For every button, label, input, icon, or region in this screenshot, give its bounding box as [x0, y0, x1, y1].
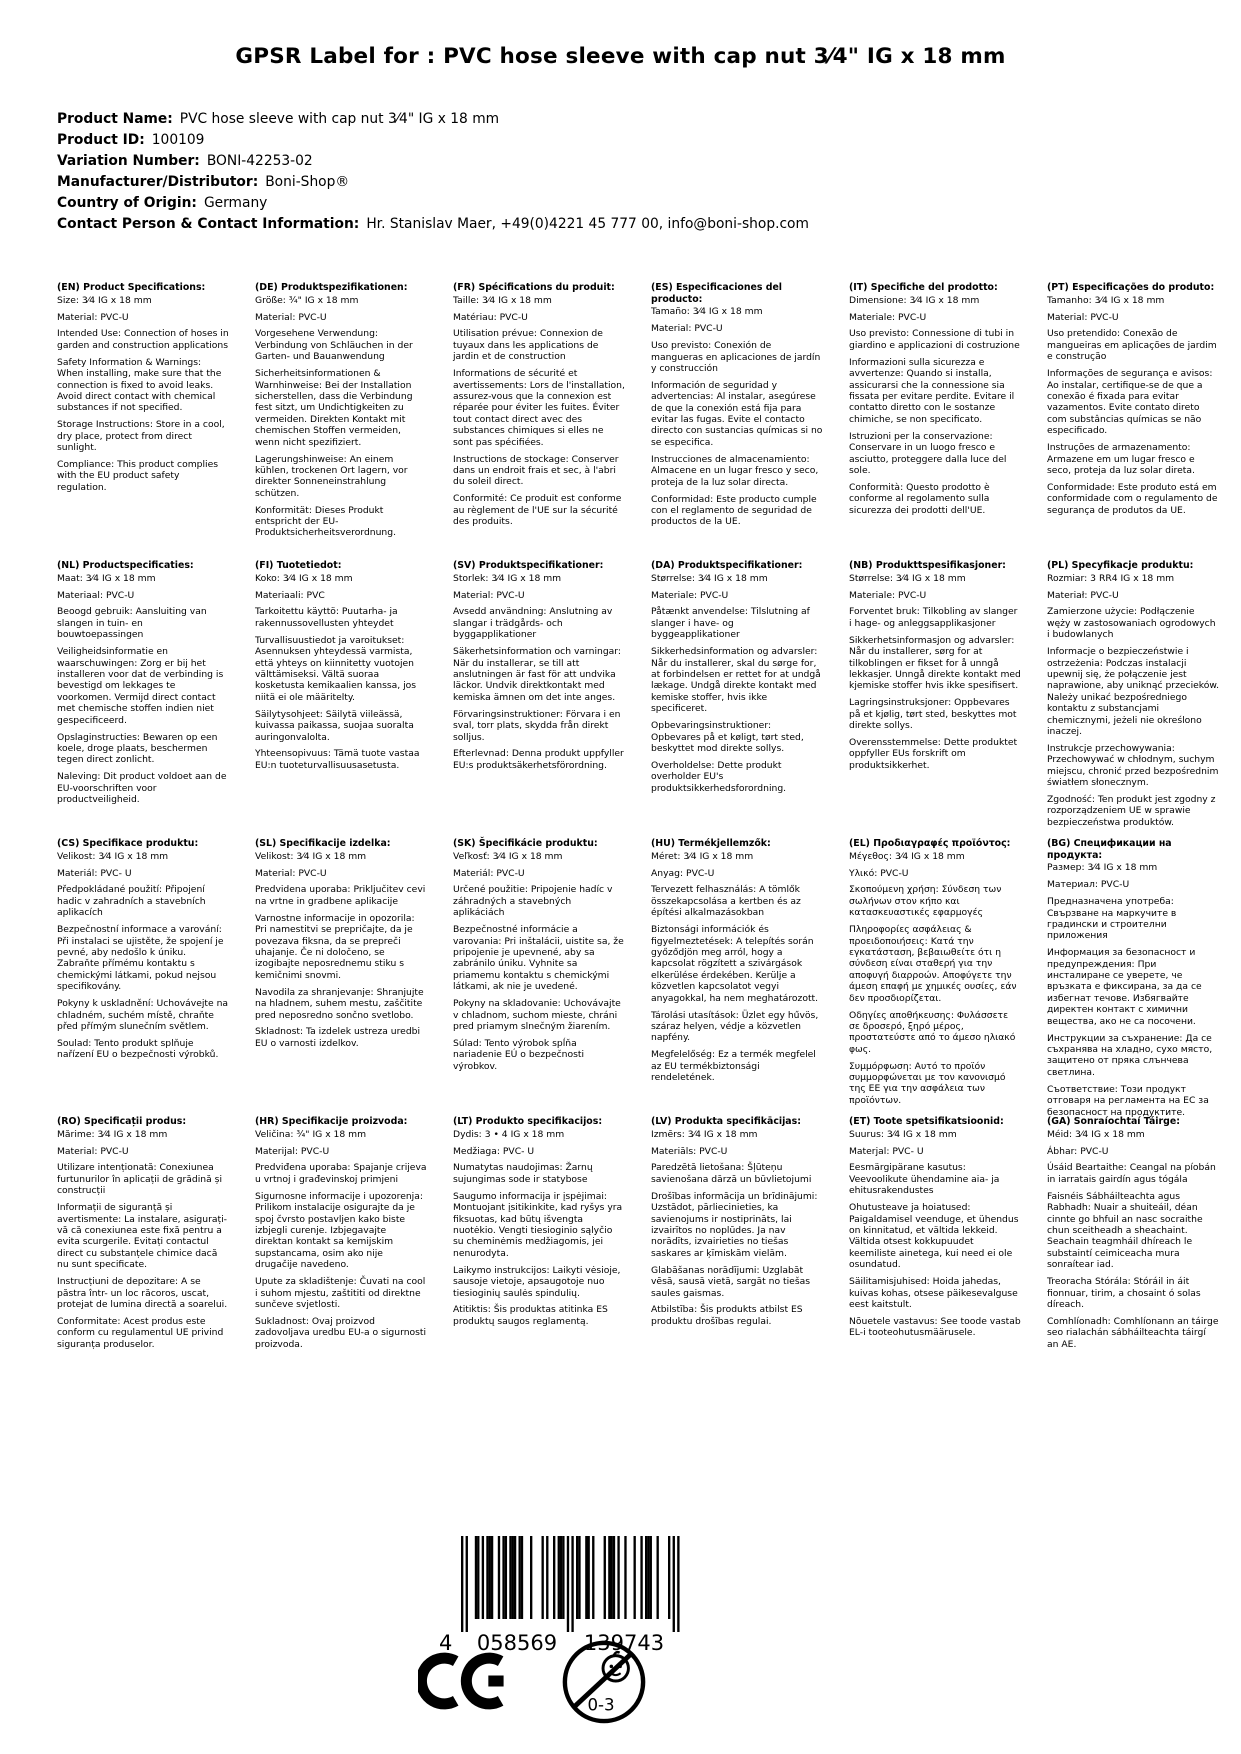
lang-block-paragraph: Σκοπούμενη χρήση: Σύνδεση των σωλήνων στον κήπο και κατασκευαστικές εφαρμογές [849, 884, 1002, 919]
lang-block-pt [1047, 282, 1219, 560]
lang-block-paragraph: Numatytas naudojimas: Žarnų sujungimas sode ir statybose [453, 1162, 593, 1185]
lang-block-cs [57, 838, 229, 1116]
barcode-group1: 058569 [476, 1631, 558, 1655]
lang-block-title: (GA) Sonraíochtaí Táirge: [1047, 1116, 1180, 1127]
lang-block-paragraph: Instrucțiuni de depozitare: A se păstra într- un loc răcoros, uscat, protejat de lumina directă a soarelui. [57, 1276, 228, 1310]
lang-block-paragraph: Naleving: Dit product voldoet aan de EU-voorschriften voor productveiligheid. [57, 771, 227, 806]
lang-block-paragraph: Conformitate: Acest produs este conform cu regulamentul UE privind siguranța produselor. [57, 1315, 224, 1350]
lang-block-paragraph: Material: PVC-U [57, 1145, 129, 1157]
lang-block-paragraph: Sicherheitsinformationen & Warnhinweise: Bei der Installation sicherstellen, dass die Verbindung fest sitzt, um Undichtigkeiten zu vermeiden. Direkten Kontakt mit chemischen Stoffen vermeiden, wenn nicht spezifiziert. [255, 368, 413, 448]
lang-block-paragraph: Instrukcje przechowywania: Przechowywać w chłodnym, suchym miejscu, chronić przed bezpośrednim światłem słonecznym. [1047, 742, 1219, 789]
product-info-label: Contact Person & Contact Information: [57, 215, 360, 232]
lang-block-paragraph: Μέγεθος: 3⁄4 IG x 18 mm [849, 850, 965, 862]
lang-block-paragraph: Размер: 3⁄4 IG x 18 mm [1047, 862, 1158, 874]
lang-block-paragraph: Material: PVC-U [255, 311, 327, 323]
lang-block-paragraph: Biztonsági információk és figyelmeztetések: A telepítés során győződjön meg arról, hogy a kapcsolat rögzített a szivárgások elkerülése érdekében. Kerülje a közvetlen kapcsolatot vegyi anyagokkal, ha nem meghatározott. [651, 924, 819, 1004]
lang-block-paragraph: Material: PVC-U [651, 323, 723, 335]
product-info-label: Country of Origin: [57, 194, 197, 211]
lang-block-paragraph: Dimensione: 3⁄4 IG x 18 mm [849, 294, 980, 306]
lang-block-paragraph: Drošības informācija un brīdinājumi: Uzstādot, pārliecinieties, ka savienojums ir nostiprināts, lai izvairītos no noplūdes. Ja nav norādīts, izvairieties no tiešas saskares ar ķīmiskām vielām. [651, 1190, 818, 1259]
product-info-value: Germany [203, 194, 268, 211]
lang-block-paragraph: Izmērs: 3⁄4 IG x 18 mm [651, 1128, 758, 1140]
lang-block-paragraph: Velikost: 3⁄4 IG x 18 mm [255, 850, 367, 862]
lang-block-paragraph: Předpokládané použití: Připojení hadic v zahradních a stavebních aplikacích [57, 884, 206, 919]
lang-block-paragraph: Ábhar: PVC-U [1047, 1145, 1109, 1157]
lang-block-it [849, 282, 1021, 560]
product-info-label: Product ID: [57, 131, 145, 148]
lang-block-paragraph: Compliance: This product complies with the EU product safety regulation. [57, 459, 219, 493]
lang-block-title: (HR) Specifikacije proizvoda: [255, 1116, 408, 1127]
product-info-label: Product Name: [57, 111, 173, 127]
lang-block-paragraph: Safety Information & Warnings: When installing, make sure that the connection is fixed to avoid leaks. Avoid direct contact with chemical substances if not specified. [57, 356, 222, 414]
lang-block-title: (EL) Προδιαγραφές προϊόντος: [849, 838, 1011, 849]
lang-block-fi [255, 560, 427, 838]
page-title: GPSR Label for : PVC hose sleeve with cap nut 3⁄4" IG x 18 mm [235, 44, 1006, 69]
lang-block-paragraph: Material: PVC-U [453, 589, 525, 601]
product-info-row [57, 112, 809, 126]
lang-block-en [57, 282, 229, 560]
lang-block-paragraph: Anyag: PVC-U [651, 867, 715, 879]
lang-block-paragraph: Инструкции за съхранение: Да се съхранява на хладно, сухо място, защитено от пряка слънчева светлина. [1047, 1032, 1213, 1078]
lang-block-paragraph: Velikost: 3⁄4 IG x 18 mm [57, 850, 169, 862]
lang-block-paragraph: Materiale: PVC-U [849, 311, 927, 323]
lang-block-title: (ES) Especificaciones del producto: [651, 282, 783, 305]
product-info-row [57, 217, 809, 231]
lang-block-paragraph: Säkerhetsinformation och varningar: När du installerar, se till att anslutningen är fast för att undvika läckor. Undvik direktkontakt med kemiska ämnen om det inte anges. [453, 646, 622, 703]
lang-block-paragraph: Efterlevnad: Denna produkt uppfyller EU:s produktsäkerhetsförordning. [453, 748, 624, 771]
lang-block-paragraph: Informations de sécurité et avertissements: Lors de l'installation, assurez-vous que la connexion est réparée pour éviter les fuites. Éviter tout contact direct avec des substances chimiques si elles ne sont pas spécifiées. [453, 368, 625, 448]
lang-block-paragraph: Информация за безопасност и предупреждения: При инсталиране се уверете, че връзката е фиксирана, за да се избегнат течове. Избягвайте директен контакт с химични вещества, ако не са посочени. [1047, 947, 1202, 1027]
lang-block-paragraph: Предназначена употреба: Свързване на маркучите в градински и строителни приложения [1047, 896, 1177, 942]
lang-block-de [255, 282, 427, 560]
lang-block-paragraph: Bezpečnostné informácie a varovania: Pri inštalácii, uistite sa, že pripojenie je upevnené, aby sa zabránilo úniku. Vyhnite sa priamemu kontaktu s chemickými látkami, ak nie je uvedené. [453, 924, 624, 993]
lang-block-paragraph: Säilytysohjeet: Säilytä viileässä, kuivassa paikassa, suojaa suoralta auringonvalolta. [255, 708, 414, 743]
lang-block-paragraph: Forventet bruk: Tilkobling av slanger i hage- og anleggsapplikasjoner [849, 606, 1018, 629]
lang-block-paragraph: Conformidad: Este producto cumple con el reglamento de seguridad de productos de la UE. [651, 493, 817, 528]
lang-block-paragraph: Påtænkt anvendelse: Tilslutning af slanger i have- og byggeapplikationer [651, 606, 810, 641]
lang-block-paragraph: Súlad: Tento výrobok spĺňa nariadenie EÚ o bezpečnosti výrobkov. [453, 1037, 585, 1072]
lang-block-title: (HU) Termékjellemzők: [651, 838, 771, 849]
lang-block-paragraph: Intended Use: Connection of hoses in garden and construction applications [57, 328, 229, 351]
lang-block-title: (EN) Product Specifications: [57, 282, 206, 293]
lang-block-paragraph: Tarkoitettu käyttö: Puutarha- ja rakennussovellusten yhteydet [255, 606, 398, 629]
lang-block-paragraph: Informacje o bezpieczeństwie i ostrzeżenia: Podczas instalacji upewnij się, że połączenie jest naprawione, aby uniknąć przecieków. Należy unikać bezpośredniego kontaktu z substancjami chemicznymi, jeżeli nie określono inaczej. [1047, 646, 1220, 738]
lang-block-paragraph: Size: 3⁄4 IG x 18 mm [57, 294, 152, 306]
lang-block-paragraph: Conformità: Questo prodotto è conforme al regolamento sulla sicurezza dei prodotti dell'UE. [849, 481, 990, 516]
lang-block-bg [1047, 838, 1219, 1116]
lang-block-paragraph: Dydis: 3 • 4 IG x 18 mm [453, 1128, 565, 1140]
lang-block-paragraph: Sikkerhetsinformasjon og advarsler: Når du installerer, sørg for at tilkoblingen er fikset for å unngå lekkasjer. Unngå direkte kontakt med kjemiske stoffer hvis ikke spesifisert. [849, 634, 1021, 692]
age-warning-0-3-icon [560, 1638, 648, 1730]
lang-block-lt [453, 1116, 625, 1394]
lang-block-paragraph: Tamaño: 3⁄4 IG x 18 mm [651, 306, 763, 318]
lang-block-paragraph: Saugumo informacija ir įspėjimai: Montuojant įsitikinkite, kad ryšys yra fiksuotas, kad būtų išvengta nuotėkio. Vengti tiesioginio sąlyčio su cheminėmis medžiagomis, jei nenurodyta. [453, 1190, 623, 1259]
lang-block-sl [255, 838, 427, 1116]
lang-block-paragraph: Navodila za shranjevanje: Shranjujte na hladnem, suhem mestu, zaščitite pred neposredno sončno svetlobo. [255, 986, 424, 1021]
product-info-row [57, 175, 809, 189]
lang-block-paragraph: Tamanho: 3⁄4 IG x 18 mm [1047, 294, 1165, 306]
lang-block-paragraph: Uso pretendido: Conexão de mangueiras em aplicações de jardim e construção [1047, 328, 1217, 363]
lang-block-paragraph: Størrelse: 3⁄4 IG x 18 mm [849, 572, 966, 584]
lang-block-paragraph: Materiał: PVC-U [1047, 589, 1119, 601]
lang-block-paragraph: Skladnost: Ta izdelek ustreza uredbi EU o varnosti izdelkov. [255, 1026, 421, 1049]
lang-block-et [849, 1116, 1021, 1394]
lang-block-title: (SL) Specifikacije izdelka: [255, 838, 391, 849]
lang-block-paragraph: Größe: ¾" IG x 18 mm [255, 294, 359, 306]
product-info-value: PVC hose sleeve with cap nut 3⁄4" IG x 18 mm [179, 111, 500, 127]
lang-block-paragraph: Beoogd gebruik: Aansluiting van slangen in tuin- en bouwtoepassingen [57, 606, 207, 641]
lang-block-paragraph: Predviđena uporaba: Spajanje crijeva u vrtnoj i građevinskoj primjeni [255, 1162, 427, 1185]
lang-block-paragraph: Opslaginstructies: Bewaren op een koele, droge plaats, beschermen tegen direct zonlicht. [57, 731, 218, 766]
lang-block-title: (FR) Spécifications du produit: [453, 282, 615, 293]
product-info-label: Variation Number: [57, 152, 200, 169]
lang-block-paragraph: Informações de segurança e avisos: Ao instalar, certifique-se de que a conexão é fixada para evitar vazamentos. Evite contato direto com substâncias químicas se não especificado. [1047, 368, 1213, 437]
lang-block-title: (NB) Produkttspesifikasjoner: [849, 560, 1006, 571]
lang-block-paragraph: Informazioni sulla sicurezza e avvertenze: Quando si installa, assicurarsi che la connessione sia fissata per evitare perdite. Evitare il contatto diretto con le sostanze chimiche, se non specificato. [849, 356, 1015, 425]
lang-block-paragraph: Utilisation prévue: Connexion de tuyaux dans les applications de jardin et de construction [453, 328, 603, 363]
ce-mark-icon [418, 1652, 518, 1714]
lang-block-nl [57, 560, 229, 838]
lang-block-paragraph: Bezpečnostní informace a varování: Při instalaci se ujistěte, že spojení je pevné, aby nedošlo k úniku. Zabraňte přímému kontaktu s chemickými látkami, pokud nejsou specifikovány. [57, 924, 224, 993]
product-info-row [57, 196, 809, 210]
lang-block-paragraph: Материал: PVC-U [1047, 879, 1130, 891]
lang-block-hu [651, 838, 823, 1116]
lang-block-paragraph: Conformité: Ce produit est conforme au règlement de l'UE sur la sécurité des produits. [453, 493, 622, 528]
lang-block-paragraph: Material: PVC-U [255, 867, 327, 879]
lang-block-el [849, 838, 1021, 1116]
lang-block-title: (FI) Tuotetiedot: [255, 560, 342, 571]
lang-block-nb [849, 560, 1021, 838]
lang-block-paragraph: Materiál: PVC-U [453, 867, 525, 879]
lang-block-title: (BG) Спецификации на продукта: [1047, 838, 1172, 861]
barcode-group2: 139743 [583, 1631, 665, 1655]
lang-block-paragraph: Méret: 3⁄4 IG x 18 mm [651, 850, 754, 862]
lang-block-paragraph: Sikkerhedsinformation og advarsler: Når du installerer, skal du sørge for, at forbindelsen er rettet for at undgå lækage. Undgå direkte kontakt med kemiske stoffer, hvis ikke specificeret. [651, 646, 821, 715]
lang-block-pl [1047, 560, 1219, 838]
lang-block-paragraph: Upute za skladištenje: Čuvati na cool i suhom mjestu, zaštititi od direktne sunčeve svjetlosti. [255, 1276, 426, 1310]
lang-block-paragraph: Förvaringsinstruktioner: Förvara i en sval, torr plats, skydda från direkt solljus. [453, 708, 621, 743]
lang-block-paragraph: Sukladnost: Ovaj proizvod zadovoljava uredbu EU-a o sigurnosti proizvoda. [255, 1315, 427, 1350]
lang-block-paragraph: Información de seguridad y advertencias: Al instalar, asegúrese de que la conexión está fija para evitar las fugas. Evite el contacto directo con sustancias químicas si no se especifica. [651, 379, 823, 448]
lang-block-title: (PL) Specyfikacje produktu: [1047, 560, 1194, 571]
lang-block-paragraph: Pokyny na skladovanie: Uchovávajte v chladnom, suchom mieste, chráni pred priamym slnečným žiarením. [453, 998, 621, 1032]
product-info-value: 100109 [151, 131, 205, 148]
lang-block-paragraph: Tárolási utasítások: Üzlet egy hűvös, száraz helyen, védje a közvetlen napfény. [651, 1009, 819, 1044]
lang-block-paragraph: Materjal: PVC- U [849, 1145, 924, 1157]
lang-block-title: (LV) Produkta specifikācijas: [651, 1116, 801, 1127]
lang-block-paragraph: Materiaal: PVC-U [57, 589, 135, 601]
lang-block-paragraph: Material: PVC-U [57, 311, 129, 323]
lang-block-paragraph: Uso previsto: Connessione di tubi in giardino e applicazioni di costruzione [849, 328, 1020, 351]
lang-block-paragraph: Størrelse: 3⁄4 IG x 18 mm [651, 572, 768, 584]
lang-block-title: (IT) Specifiche del prodotto: [849, 282, 998, 293]
lang-block-paragraph: Veličina: ¾" IG x 18 mm [255, 1128, 367, 1140]
lang-block-paragraph: Laikymo instrukcijos: Laikyti vėsioje, sausoje vietoje, apsaugotoje nuo tiesioginių saulės spindulių. [453, 1264, 621, 1299]
lang-block-paragraph: Úsáid Beartaithe: Ceangal na píobán in iarratais gairdín agus tógála [1047, 1162, 1216, 1185]
lang-block-paragraph: Pokyny k uskladnění: Uchovávejte na chladném, suchém místě, chraňte před přímým slunečním světlem. [57, 998, 229, 1032]
lang-block-paragraph: Overensstemmelse: Dette produktet oppfyller EUs forskrift om produktsikkerhet. [849, 737, 1018, 771]
lang-block-title: (SV) Produktspecifikationer: [453, 560, 604, 571]
lang-block-paragraph: Avsedd användning: Anslutning av slangar i trädgårds- och byggapplikationer [453, 606, 613, 641]
lang-block-paragraph: Materijal: PVC-U [255, 1145, 330, 1157]
lang-block-paragraph: Comhlíonadh: Comhlíonann an táirge seo rialachán sábháilteachta táirgí an AE. [1047, 1315, 1219, 1350]
lang-block-paragraph: Turvallisuustiedot ja varoitukset: Asennuksen yhteydessä varmista, että yhteys on kiinnitetty vuotojen välttämiseksi. Vältä suoraa kosketusta kemikaalien kanssa, jos niitä ei ole määritelty. [255, 634, 417, 703]
lang-block-paragraph: Storage Instructions: Store in a cool, dry place, protect from direct sunlight. [57, 419, 225, 454]
lang-block-ga [1047, 1116, 1219, 1394]
lang-block-paragraph: Taille: 3⁄4 IG x 18 mm [453, 294, 552, 306]
lang-block-paragraph: Predvidena uporaba: Priključitev cevi na vrtne in gradbene aplikacije [255, 884, 426, 907]
lang-block-title: (LT) Produkto specifikacijos: [453, 1116, 603, 1127]
barcode-left-digit: 4 [439, 1631, 453, 1655]
lang-block-paragraph: Opbevaringsinstruktioner: Opbevares på et køligt, tørt sted, beskyttet mod direkte sollys. [651, 720, 804, 754]
lang-block-paragraph: Méid: 3⁄4 IG x 18 mm [1047, 1128, 1145, 1140]
lang-block-paragraph: Istruzioni per la conservazione: Conservare in un luogo fresco e asciutto, proteggere dalla luce del sole. [849, 430, 1007, 476]
language-grid [57, 282, 1219, 1394]
lang-block-paragraph: Medžiaga: PVC- U [453, 1145, 535, 1157]
lang-block-paragraph: Atitiktis: Šis produktas atitinka ES produktų saugos reglamentą. [453, 1304, 608, 1327]
product-info-row [57, 133, 809, 147]
lang-block-title: (DE) Produktspezifikationen: [255, 282, 408, 293]
product-info-value: Boni-Shop® [265, 173, 350, 190]
lang-block-paragraph: Veiligheidsinformatie en waarschuwingen: Zorg er bij het installeren voor dat de verbinding is bevestigd om lekkages te voorkomen. Vermijd direct contact met chemische stoffen indien niet gespecificeerd. [57, 646, 224, 726]
age-warning-text: 0-3 [587, 1695, 615, 1715]
lang-block-lv [651, 1116, 823, 1394]
lang-block-title: (PT) Especificações do produto: [1047, 282, 1215, 293]
lang-block-paragraph: Συμμόρφωση: Αυτό το προϊόν συμμορφώνεται με τον κανονισμό της ΕΕ για την ασφάλεια των προϊόντων. [849, 1060, 1006, 1106]
lang-block-paragraph: Conformidade: Este produto está em conformidade com o regulamento de segurança de produtos da UE. [1047, 481, 1218, 516]
lang-block-paragraph: Yhteensopivuus: Tämä tuote vastaa EU:n tuoteturvallisuusasetusta. [255, 748, 420, 771]
lang-block-paragraph: Material: PVC-U [1047, 311, 1119, 323]
product-info [57, 112, 809, 238]
lang-block-title: (DA) Produktspecifikationer: [651, 560, 803, 571]
lang-block-paragraph: Materiale: PVC-U [849, 589, 927, 601]
lang-block-paragraph: Tervezett felhasználás: A tömlők összekapcsolása a kertben és az építési alkalmazásokban [651, 884, 801, 919]
lang-block-paragraph: Megfelelőség: Ez a termék megfelel az EU termékbiztonsági rendeletének. [651, 1049, 816, 1084]
lang-block-fr [453, 282, 625, 560]
lang-block-title: (NL) Productspecificaties: [57, 560, 194, 571]
lang-block-paragraph: Materiaali: PVC [255, 589, 325, 601]
product-info-value: Hr. Stanislav Maer, +49(0)4221 45 777 00, info@boni-shop.com [366, 215, 809, 232]
lang-block-paragraph: Veľkosť: 3⁄4 IG x 18 mm [453, 850, 563, 862]
product-info-label: Manufacturer/Distributor: [57, 173, 259, 190]
lang-block-paragraph: Nõuetele vastavus: See toode vastab EL-i tooteohutusmäärusele. [849, 1315, 1021, 1339]
lang-block-paragraph: Rozmiar: 3 RR4 IG x 18 mm [1047, 572, 1175, 584]
lang-block-paragraph: Utilizare intenționată: Conexiunea furtunurilor în aplicații de grădină și construcții [57, 1162, 223, 1197]
lang-block-sk [453, 838, 625, 1116]
lang-block-paragraph: Materiāls: PVC-U [651, 1145, 728, 1157]
lang-block-paragraph: Zamierzone użycie: Podłączenie węży w zastosowaniach ogrodowych i budowlanych [1047, 606, 1216, 641]
lang-block-paragraph: Matériau: PVC-U [453, 311, 528, 323]
lang-block-paragraph: Overholdelse: Dette produkt overholder EU's produktsikkerhedsforordning. [651, 759, 787, 794]
lang-block-paragraph: Paredzētā lietošana: Šļūteņu savienošana dārzā un būvlietojumi [651, 1162, 812, 1185]
product-info-value: BONI-42253-02 [206, 152, 313, 169]
lang-block-title: (RO) Specificații produs: [57, 1116, 187, 1127]
lang-block-paragraph: Varnostne informacije in opozorila: Pri namestitvi se prepričajte, da je povezava fiksna, da se prepreči uhajanje. Če ni določeno, se izogibajte neposrednemu stiku s kemičnimi snovmi. [255, 912, 415, 981]
lang-block-ro [57, 1116, 229, 1394]
lang-block-es [651, 282, 823, 560]
lang-block-paragraph: Konformität: Dieses Produkt entspricht der EU-Produktsicherheitsverordnung. [255, 504, 397, 539]
lang-block-paragraph: Съответствие: Този продукт отговаря на регламента на ЕС за безопасност на продуктите. [1047, 1083, 1209, 1118]
lang-block-paragraph: Určené použitie: Pripojenie hadíc v záhradných a stavebných aplikáciách [453, 884, 613, 919]
lang-block-paragraph: Suurus: 3⁄4 IG x 18 mm [849, 1128, 957, 1140]
lang-block-title: (CS) Specifikace produktu: [57, 838, 199, 849]
lang-block-paragraph: Instructions de stockage: Conserver dans un endroit frais et sec, à l'abri du soleil direct. [453, 453, 619, 488]
product-info-row [57, 154, 809, 168]
lang-block-title: (ET) Toote spetsifikatsioonid: [849, 1116, 1004, 1127]
lang-block-sv [453, 560, 625, 838]
lang-block-paragraph: Ohutusteave ja hoiatused: Paigaldamisel veenduge, et ühendus on kinnitatud, et vältida lekkeid. Vältida otsest kokkupuudet keemiliste ainetega, kui need ei ole osundatud. [849, 1202, 1019, 1271]
lang-block-paragraph: Instruções de armazenamento: Armazene em um lugar fresco e seco, proteja da luz solar direta. [1047, 442, 1195, 476]
lang-block-da [651, 560, 823, 838]
lang-block-paragraph: Faisnéis Sábháilteachta agus Rabhadh: Nuair a shuiteáil, déan cinnte go bhfuil an nasc socraithe chun sceitheadh a sheachaint. Seachain teagmháil dhíreach le substaintí ceimiceacha mura sonraítear iad. [1047, 1190, 1203, 1271]
lang-block-paragraph: Treoracha Stórála: Stóráil in áit fionnuar, tirim, a chosaint ó solas díreach. [1047, 1276, 1201, 1310]
lang-block-paragraph: Säilitamisjuhised: Hoida jahedas, kuivas kohas, otsese päikesevalguse eest kaitstult. [849, 1276, 1018, 1310]
lang-block-paragraph: Lagringsinstruksjoner: Oppbevares på et kjølig, tørt sted, beskyttes mot direkte sollys. [849, 697, 1017, 732]
lang-block-paragraph: Uso previsto: Conexión de mangueras en aplicaciones de jardín y construcción [651, 340, 821, 374]
lang-block-paragraph: Οδηγίες αποθήκευσης: Φυλάσσετε σε δροσερό, ξηρό μέρος, προστατεύστε από το άμεσο ηλιακό φως. [849, 1009, 1016, 1055]
barcode-bars [461, 1536, 680, 1632]
lang-block-paragraph: Lagerungshinweise: An einem kühlen, trockenen Ort lagern, vor direkter Sonneneinstrahlung schützen. [255, 453, 408, 499]
lang-block-paragraph: Mărime: 3⁄4 IG x 18 mm [57, 1128, 168, 1140]
lang-block-paragraph: Maat: 3⁄4 IG x 18 mm [57, 572, 156, 584]
lang-block-paragraph: Informații de siguranță și avertismente: La instalare, asigurați-vă că conexiunea este fixă pentru a evita scurgerile. Evitați contactul direct cu substanțele chimice dacă nu sunt specificate. [57, 1202, 227, 1271]
lang-block-paragraph: Materiale: PVC-U [651, 589, 729, 601]
lang-block-paragraph: Vorgesehene Verwendung: Verbindung von Schläuchen in der Garten- und Bauanwendung [255, 328, 413, 363]
lang-block-paragraph: Instrucciones de almacenamiento: Almacene en un lugar fresco y seco, proteja de la luz solar directa. [651, 453, 819, 488]
lang-block-paragraph: Glabāšanas norādījumi: Uzglabāt vēsā, sausā vietā, sargāt no tiešas saules gaismas. [651, 1264, 811, 1299]
lang-block-title: (SK) Špecifikácie produktu: [453, 838, 598, 849]
lang-block-paragraph: Koko: 3⁄4 IG x 18 mm [255, 572, 353, 584]
lang-block-paragraph: Materiál: PVC- U [57, 867, 132, 879]
lang-block-hr [255, 1116, 427, 1394]
lang-block-paragraph: Storlek: 3⁄4 IG x 18 mm [453, 572, 562, 584]
lang-block-paragraph: Sigurnosne informacije i upozorenja: Prilikom instalacije osigurajte da je spoj čvrsto postavljen kako biste izbjegli curenje. Izbjegavajte direktan kontakt sa kemijskim supstancama, osim ako nije drugačije navedeno. [255, 1190, 423, 1271]
lang-block-paragraph: Zgodność: Ten produkt jest zgodny z rozporządzeniem UE w sprawie bezpieczeństwa produktów. [1047, 794, 1216, 828]
lang-block-paragraph: Atbilstība: Šis produkts atbilst ES produktu drošības regulai. [651, 1304, 803, 1327]
lang-block-paragraph: Πληροφορίες ασφάλειας & προειδοποιήσεις: Κατά την εγκατάσταση, βεβαιωθείτε ότι η σύνδεση είναι σταθερή για την αποφυγή διαρροών. Αποφύγετε την άμεση επαφή με χημικές ουσίες, εάν δεν προσδιορίζεται. [849, 924, 1017, 1004]
lang-block-paragraph: Soulad: Tento produkt splňuje nařízení EU o bezpečnosti výrobků. [57, 1037, 219, 1061]
lang-block-paragraph: Eesmärgipärane kasutus: Veevoolikute ühendamine aia- ja ehitusrakendustes [849, 1162, 1000, 1197]
lang-block-paragraph: Υλικό: PVC-U [849, 867, 909, 879]
